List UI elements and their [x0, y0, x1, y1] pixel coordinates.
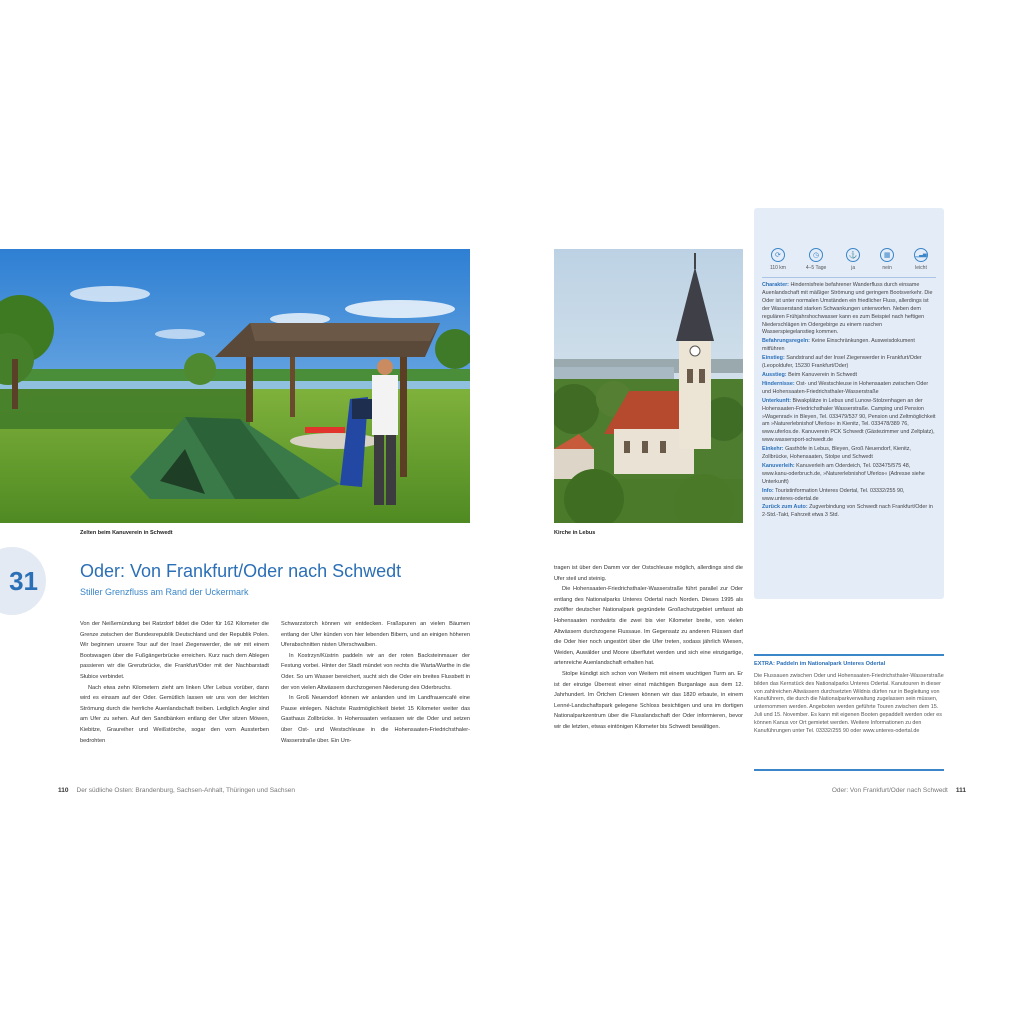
page-subtitle: Stiller Grenzfluss am Rand der Uckermark: [80, 587, 249, 597]
extra-top-rule: [754, 654, 944, 656]
paragraph: Die Hohensaaten-Friedrichsthaler-Wasserstraße führt parallel zur Oder entlang des Nationalparks Unteres Odertal nach Norden. Dieses 1995 als zwölfter deutscher Nationalpark gegründete Großschutzgebiet umfasst ab Hohensaaten nordwärts die zwei bis vier Kilometer breite, von vielen Altwässern durchzogene Flussaue. Im Gegensatz zu anderen Flüssen darf die Oder hier noch ungestört über die Ufer treten, sodass jährlich Wiesen, Weiden, Auwälder und Moore überflutet werden und sich eine einzigartige, artenreiche Auenlandschaft erhalten hat.: [554, 586, 743, 667]
calendar-icon: ▦: [880, 248, 894, 262]
body-column-2: [281, 619, 470, 746]
info-divider: [762, 277, 936, 278]
church-photo-caption: Kirche in Lebus: [554, 530, 596, 536]
boat-label: ja: [851, 265, 856, 271]
duration-label: 4–5 Tage: [805, 265, 827, 271]
right-page-number: 111: [955, 787, 966, 794]
chapter-number: 31: [9, 565, 38, 596]
info-entry: [762, 372, 936, 380]
paragraph: Von der Neißemündung bei Ratzdorf bildet die Oder für 162 Kilometer die Grenze zwischen der Bundesrepublik Deutschland und der Republik Polen. Wir beginnen unsere Tour auf der Insel Ziegenwerder, die wir mit einem Bootswagen über die Fußgängerbrücke erreichen. Kurz nach dem Ablegen passieren wir die Grenzbrücke, die Frankfurt/Oder mit der Nachbarstadt Słubice verbindet.: [80, 621, 269, 680]
church-photo: [554, 249, 743, 523]
info-key: Unterkunft:: [762, 397, 792, 404]
chapter-number-badge: [0, 547, 46, 615]
info-value: Beim Kanuverein in Schwedt: [788, 371, 857, 378]
extra-title: Paddeln im Nationalpark Unteres Odertal: [776, 661, 886, 667]
info-key: Kanuverleih:: [762, 462, 795, 469]
paragraph: Schwarzstorch können wir entdecken. Fraßspuren an vielen Bäumen entlang der Ufer künden von hier lebenden Bibern, und an einigen höheren Uferabschnitten nisten Uferschwalben.: [281, 621, 470, 649]
camping-photo: [0, 249, 470, 523]
extra-label: EXTRA:: [754, 661, 775, 667]
boat-item: [846, 248, 860, 271]
info-value: Touristinformation Unteres Odertal, Tel. 03332/255 90, www.unteres-odertal.de: [762, 487, 905, 502]
info-value: Keine Einschränkungen. Ausweisdokument mitführen: [762, 338, 915, 353]
info-key: Zurück zum Auto:: [762, 504, 808, 511]
distance-item: [770, 248, 786, 271]
info-entry: [762, 463, 936, 487]
calendar-label: nein: [882, 265, 892, 271]
info-value: Ost- und Westschleuse in Hohensaaten zwischen Oder und Hohensaaten-Friedrichsthaler-Wasserstraße: [762, 380, 929, 395]
info-entry: [762, 381, 936, 397]
distance-label: 110 km: [769, 265, 786, 271]
info-value: Gasthöfe in Lebus, Bleyen, Groß Neuendorf, Kienitz, Zollbrücke, Hohensaaten, Stolpe und Schwedt: [762, 446, 911, 461]
paragraph: In Kostrzyn/Küstrin paddeln wir an der roten Backsteinmauer der Festung vorbei. Hinter der Stadt mündet von rechts die Warta/Warthe in die Oder. So um Wasser bereichert, sucht sich die Oder ein breites Flussbett in der von vielen Altwässern durchzogenen Niederung des Oderbruchs.: [281, 652, 470, 691]
left-page-number: 110: [58, 787, 69, 794]
paragraph: Nach etwa zehn Kilometern zieht am linken Ufer Lebus vorüber, dann wird es einsam auf der Oder. Gemütlich lassen wir uns von der leichten Strömung durch die herrliche Auenlandschaft treiben. Lediglich Angler sind am Ufer zu sehen. Auf den Sandbänken entlang der Ufer sitzen Möwen, Kiebitze, Graureiher und Weißstörche, sogar den vom Aussterben bedrohten: [80, 684, 269, 744]
info-entry: [762, 398, 936, 445]
info-key: Hindernisse:: [762, 380, 795, 387]
duration-icon: ◷: [809, 248, 823, 262]
difficulty-icon: ▁▃▅: [914, 248, 928, 262]
info-icons-row-wrap: [754, 208, 944, 271]
paragraph: In Groß Neuendorf können wir anlanden und im Landfrauencafé eine Pause einlegen. Nächste Rastmöglichkeit bietet 15 Kilometer weiter das Gasthaus Zollbrücke. In Hohensaaten verlassen wir die Oder und setzen über Ost- und Westschleuse in die Hohensaaten-Friedrichsthaler-Wasserstraße über. Ein Um-: [281, 695, 470, 744]
extra-text: Die Flussauen zwischen Oder und Hohensaaten-Friedrichsthaler-Wasserstraße bilden das Kernstück des Nationalparks Unteres Odertal. Kanutouren in dieser von zahlreichen Altwässern durchsetzten Wildnis dürfen nur in Begleitung von Kanuführern, die durch die Nationalparkverwaltung zugelassen sein müssen, unternommen werden. Angeboten werden geführte Touren zwischen dem 15. Juli und 15. November. Es kann mit eigenen Booten gepaddelt werden oder es können Kanus vor Ort gemietet werden. Weitere Informationen zu den Kanuführungen unter Tel. 03332/255 90 oder www.unteres-odertal.de: [754, 673, 944, 734]
extra-heading: [754, 661, 944, 667]
right-footer: [832, 787, 966, 794]
info-entries: [754, 282, 944, 520]
info-key: Charakter:: [762, 282, 789, 288]
duration-item: [806, 248, 826, 271]
info-entry: [762, 504, 936, 520]
info-icons-row: [754, 248, 944, 271]
info-key: Befahrungsregeln:: [762, 338, 810, 345]
info-entry: [762, 338, 936, 354]
boat-icon: ⚓: [846, 248, 860, 262]
extra-bottom-rule: [754, 769, 944, 771]
right-running-head: Oder: Von Frankfurt/Oder nach Schwedt: [831, 787, 948, 794]
info-entry: [762, 488, 936, 504]
info-key: Einstieg:: [762, 355, 785, 362]
info-entry: [762, 446, 936, 462]
camping-photo-caption: Zelten beim Kanuverein in Schwedt: [80, 530, 173, 536]
left-footer: [58, 787, 295, 794]
info-key: Einkehr:: [762, 446, 784, 453]
info-entry: [762, 355, 936, 371]
info-value: Biwakplätze in Lebus und Lunow-Stolzenhagen an der Hohensaaten-Friedrichsthaler Wasserstraße. Camping und Pension »Wagenrad« in Bleyen, Tel. 033479/537 90, Pension und Zeltmöglichkeit am »Naturerlebnishof Uferlos« in Kienitz, Tel. 033478/389 76, www.uferlos.de. Kanuverein PCK Schwedt (Gästezimmer und Zeltplatz), www.wassersport-schwedt.de: [762, 397, 936, 444]
info-value: Kanuverleih am Oderdeich, Tel. 033475/575 48, www.kanu-oderbruch.de, »Naturerlebnishof Uferlos« (Adresse siehe Unterkunft): [762, 462, 925, 485]
body-column-1: [80, 619, 269, 746]
info-key: Ausstieg:: [762, 371, 787, 378]
info-value: Hindernisfreie befahrener Wanderfluss durch einsame Auenlandschaft mit mäßiger Strömung und geringem Bootsverkehr. Die Oder ist unter normalen Umständen ein friedlicher Fluss, allerdings ist der Wasserstand starken Schwankungen unterworfen. Neben dem regulären Frühjahrshochwasser kann es zum Beispiel nach heftigen Niederschlägen im Odergebirge zu einem raschen Wasserspiegelanstieg kommen.: [762, 282, 933, 336]
paragraph: tragen ist über den Damm vor der Ostschleuse möglich, allerdings sind die Ufer steil und steinig.: [554, 565, 743, 582]
left-running-head: Der südliche Osten: Brandenburg, Sachsen-Anhalt, Thüringen und Sachsen: [76, 787, 295, 794]
info-value: Zugverbindung von Schwedt nach Frankfurt/Oder in 2-Std.-Takt, Fahrzeit etwa 3 Std.: [762, 504, 933, 519]
info-key: Info:: [762, 487, 774, 494]
info-box: [754, 208, 944, 599]
difficulty-label: leicht: [915, 265, 927, 271]
distance-icon: ⟳: [771, 248, 785, 262]
calendar-item: [880, 248, 894, 271]
page-title: Oder: Von Frankfurt/Oder nach Schwedt: [80, 561, 402, 581]
body-column-3: [554, 563, 743, 733]
paragraph: Stolpe kündigt sich schon von Weitem mit einem wuchtigen Turm an. Er ist der einzige Überrest einer einst mächtigen Burganlage aus dem 12. Jahrhundert. Im Örtchen Criewen können wir das 1820 erbaute, in einem Lenné-Landschaftspark gelegene Schloss besichtigen und uns im dortigen Nationalparkzentrum über die Flusslandschaft der Oder informieren, bevor wir die letzten, etwas eintönigen Kilometer bis Schwedt bewältigen.: [554, 670, 743, 730]
info-entry: [762, 282, 936, 337]
info-value: Sandstrand auf der Insel Ziegenwerder in Frankfurt/Oder (Leopoldufer, 15230 Frankfurt/Oder): [762, 355, 922, 370]
difficulty-item: [914, 248, 928, 271]
